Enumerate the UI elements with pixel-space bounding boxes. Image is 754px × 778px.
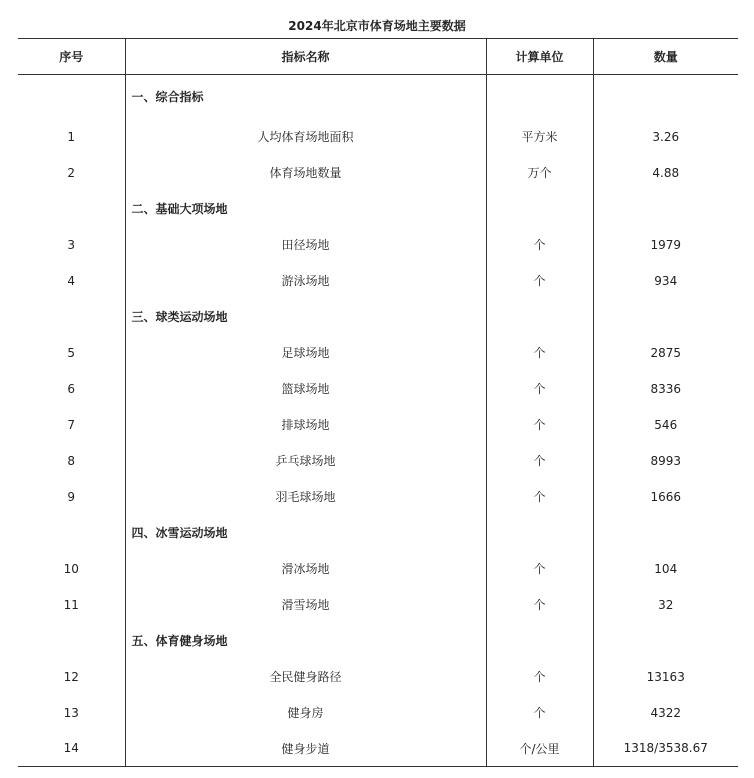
row-index: 14 (18, 731, 125, 767)
row-index: 8 (67, 453, 76, 468)
row-value: 1666 (593, 479, 738, 515)
section-row (18, 75, 738, 119)
table-row (18, 587, 738, 623)
row-value: 8336 (593, 371, 738, 407)
row-index: 1 (67, 129, 76, 144)
row-index: 10 (63, 561, 79, 576)
row-value: 3.26 (593, 119, 738, 155)
row-index: 4 (67, 273, 76, 288)
header-index: 序号 (18, 39, 125, 75)
data-table (18, 38, 738, 767)
row-value: 104 (593, 551, 738, 587)
section-row (18, 299, 738, 335)
row-unit: 个 (486, 227, 593, 263)
table-row (18, 479, 738, 515)
row-unit: 个/公里 (486, 731, 593, 767)
header-value: 数量 (593, 39, 738, 75)
table-row (18, 695, 738, 731)
row-value: 2875 (593, 335, 738, 371)
row-value: 1318/3538.67 (593, 731, 738, 767)
section-label: 二、基础大项场地 (125, 191, 486, 227)
row-index: 13 (63, 705, 79, 720)
row-value: 13163 (593, 659, 738, 695)
row-unit: 个 (486, 263, 593, 299)
row-index: 7 (67, 417, 76, 432)
row-unit: 个 (486, 551, 593, 587)
row-name: 篮球场地 (125, 371, 486, 407)
row-value: 546 (593, 407, 738, 443)
row-name: 乒乓球场地 (125, 443, 486, 479)
section-index-cell (18, 75, 125, 119)
row-value: 32 (593, 587, 738, 623)
table-row (18, 659, 738, 695)
row-name: 田径场地 (125, 227, 486, 263)
row-unit: 万个 (486, 155, 593, 191)
table-row (18, 407, 738, 443)
row-unit: 个 (486, 659, 593, 695)
row-name: 健身房 (125, 695, 486, 731)
table-row (18, 155, 738, 191)
row-name: 滑冰场地 (125, 551, 486, 587)
row-index: 12 (63, 669, 79, 684)
section-label: 一、综合指标 (125, 75, 486, 119)
section-index-cell (18, 191, 125, 227)
table-row (18, 227, 738, 263)
section-unit-cell (486, 191, 593, 227)
table-row (18, 263, 738, 299)
row-name: 全民健身路径 (125, 659, 486, 695)
table-row (18, 551, 738, 587)
section-value-cell (593, 515, 738, 551)
section-index-cell (18, 299, 125, 335)
table-row (18, 371, 738, 407)
section-label: 三、球类运动场地 (125, 299, 486, 335)
row-name: 体育场地数量 (125, 155, 486, 191)
row-value: 934 (593, 263, 738, 299)
header-unit: 计算单位 (486, 39, 593, 75)
section-row (18, 515, 738, 551)
row-index: 9 (67, 489, 76, 504)
section-unit-cell (486, 75, 593, 119)
table-title: 2024年北京市体育场地主要数据 (288, 19, 466, 33)
section-value-cell (593, 623, 738, 659)
header-row (18, 39, 738, 75)
row-value: 4322 (593, 695, 738, 731)
row-unit: 平方米 (486, 119, 593, 155)
section-label: 四、冰雪运动场地 (125, 515, 486, 551)
row-name: 滑雪场地 (125, 587, 486, 623)
row-unit: 个 (486, 587, 593, 623)
row-index: 11 (63, 597, 79, 612)
row-unit: 个 (486, 335, 593, 371)
section-value-cell (593, 191, 738, 227)
row-index: 2 (67, 165, 76, 180)
table-row (18, 443, 738, 479)
section-unit-cell (486, 299, 593, 335)
row-value: 1979 (593, 227, 738, 263)
section-value-cell (593, 299, 738, 335)
row-unit: 个 (486, 479, 593, 515)
row-name: 人均体育场地面积 (125, 119, 486, 155)
section-unit-cell (486, 515, 593, 551)
row-index: 5 (67, 345, 76, 360)
section-value-cell (593, 75, 738, 119)
row-index: 3 (67, 237, 76, 252)
section-label: 五、体育健身场地 (125, 623, 486, 659)
section-row (18, 191, 738, 227)
row-name: 足球场地 (125, 335, 486, 371)
section-index-cell (18, 623, 125, 659)
table-row (18, 119, 738, 155)
row-unit: 个 (486, 443, 593, 479)
table-row (18, 731, 738, 767)
header-name: 指标名称 (125, 39, 486, 75)
row-name: 游泳场地 (125, 263, 486, 299)
row-unit: 个 (486, 407, 593, 443)
row-unit: 个 (486, 695, 593, 731)
table-row (18, 335, 738, 371)
row-value: 8993 (593, 443, 738, 479)
section-index-cell (18, 515, 125, 551)
row-name: 羽毛球场地 (125, 479, 486, 515)
section-unit-cell (486, 623, 593, 659)
row-name: 健身步道 (125, 731, 486, 767)
row-value: 4.88 (593, 155, 738, 191)
row-name: 排球场地 (125, 407, 486, 443)
section-row (18, 623, 738, 659)
row-unit: 个 (486, 371, 593, 407)
row-index: 6 (67, 381, 76, 396)
